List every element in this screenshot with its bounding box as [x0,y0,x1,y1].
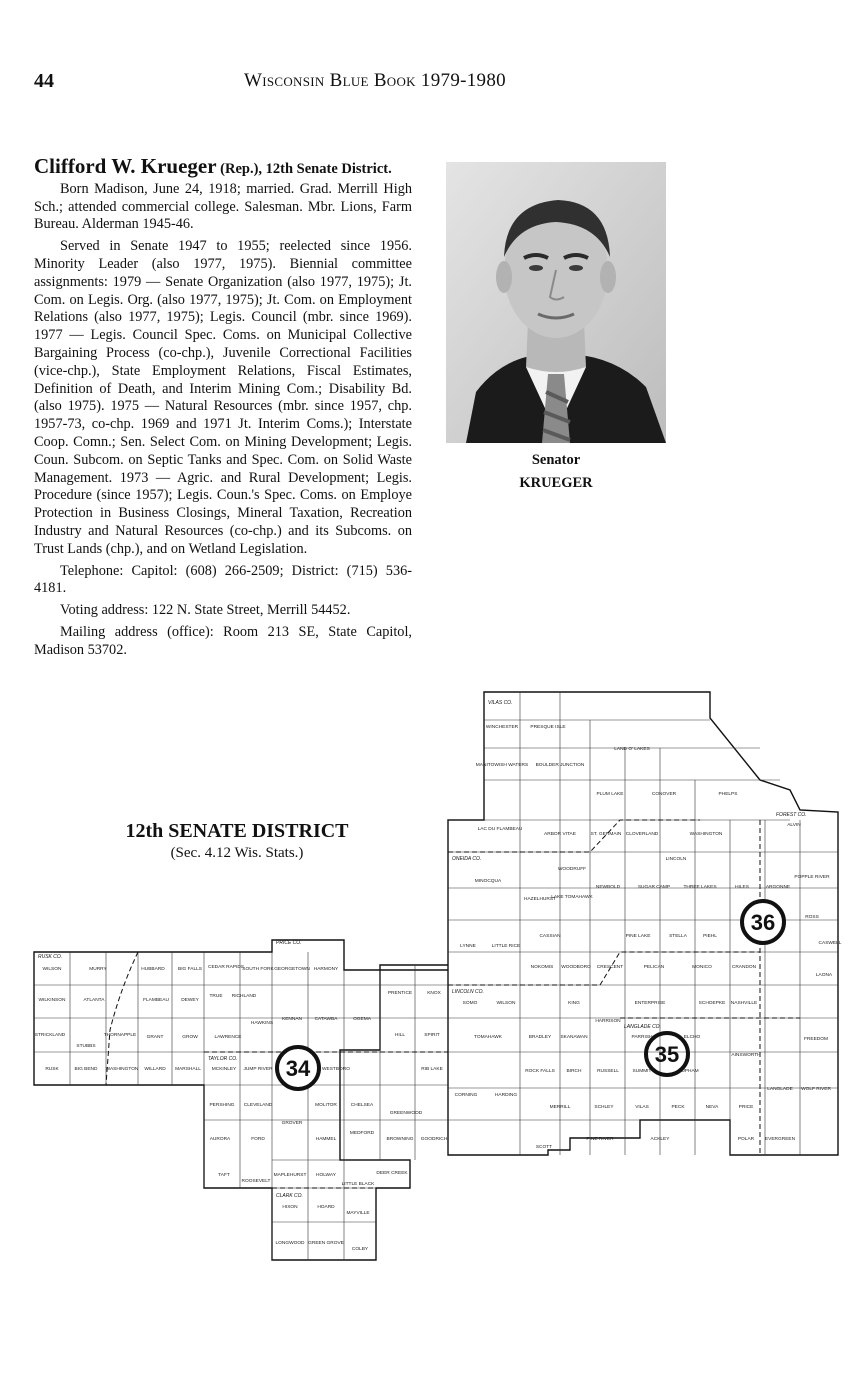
town-label: ARGONNE [765,885,791,890]
town-label: MERRILL [549,1105,571,1110]
town-label: FREEDOM [804,1037,828,1042]
senator-name: Clifford W. Krueger [34,154,217,178]
town-label: MCKINLEY [211,1067,237,1072]
district-36-label: 36 [750,910,776,935]
town-label: PERSHING [209,1103,235,1108]
town-label: WOODBORO [561,965,591,970]
town-label: PLUM LAKE [596,792,624,797]
town-label: FLAMBEAU [143,998,169,1003]
town-label: LITTLE BLACK [341,1182,375,1187]
town-label: HUBBARD [141,967,165,972]
county-boundaries [103,820,800,1188]
county-label: PRICE CO. [276,940,302,946]
town-label: GOODRICH [420,1137,448,1142]
running-head: Wisconsin Blue Book 1979-1980 [244,70,506,91]
town-label: BRADLEY [528,1035,552,1040]
town-label: MOLITOR [315,1103,337,1108]
town-label: RUSSELL [597,1069,619,1074]
county-label: LINCOLN CO. [452,989,484,995]
bio-paragraph-telephone: Telephone: Capitol: (608) 266-2509; District: (715) 536-4181. [34,562,412,597]
town-label: GREEN GROVE [308,1241,344,1246]
town-label: WINCHESTER [485,725,519,730]
town-label: CASSIAN [539,934,561,939]
map-title: 12th SENATE DISTRICT [125,820,349,842]
bio-paragraph-service: Served in Senate 1947 to 1955; reelected since 1956. Minority Leader (also 1977, 1975). Biennial committee assignments: 1979 — Senate Organization (also 1977, 1975); Jt. Com. on Legis. Org. (also 1977, 1975); Jt. Com. on Employment Relations (also 1977, 1975); Legis. Council (mbr. since 1969). 1977 — Legis. Council Spec. Coms. on Municipal Collective Bargaining Process (co-chp.), Juvenile Correctional Facilities (vice-chp.), State Employment Relations, Fiscal Estimates, Definition of Death, and Interim Mining Com.; Disability Bd. (also 1975). 1975 — Natural Resources (mbr. since 1957, chp. 1957-73, co-chp. 1969 and 1971 Jt. Interim Coms.); Interstate Coop. Comn.; Sen. Select Com. on Mining Development; Legis. Coun. Subcom. on Septic Tanks and Spec. Com. on Solid Waste Management. 1973 — Agric. and Rural Development; Legis. Procedure (since 1957); Legis. Coun.'s Spec. Coms. on Employe Protection in Business Closings, Mineral Taxation, Recreation Industry and Natural Resources (co-chp.) and its Subcoms. on Trust Lands (chp.), and on Wetland Legislation. [34,238,412,557]
town-label: CEDAR RAPIDS [208,965,244,970]
town-label: LAWRENCE [214,1035,242,1040]
town-label: ROSS [805,915,819,920]
town-label: THORNAPPLE [103,1033,137,1038]
district-label: , 12th Senate District. [258,161,392,177]
town-label: LONGWOOD [275,1241,305,1246]
town-label: WASHINGTON [689,832,723,837]
town-label: JUMP RIVER [243,1067,273,1072]
district-outline [34,692,838,1260]
town-label: WILSON [496,1001,516,1006]
town-label: AINSWORTH [731,1053,761,1058]
town-label: NEVA [705,1105,719,1110]
town-label: STUBBS [76,1044,96,1049]
town-label: MARSHALL [175,1067,201,1072]
town-label: MINOCQUA [474,879,502,884]
town-label: VILAS [635,1105,649,1110]
town-label: POPPLE RIVER [794,875,830,880]
bio-paragraph-voting-address: Voting address: 122 N. State Street, Merrill 54452. [60,602,351,619]
county-label: RUSK CO. [38,954,63,960]
town-label: HILES [735,885,749,890]
town-label: PINE LAKE [625,934,651,939]
town-label: PRESQUE ISLE [530,725,566,730]
town-label: GRANT [146,1035,164,1040]
county-label: LANGLADE CO. [624,1024,661,1030]
town-label: AURORA [209,1137,231,1142]
photo-caption-title: Senator [531,452,581,468]
town-label: MEDFORD [349,1131,375,1136]
party-affiliation: (Rep.) [220,161,259,177]
town-label: ROCK FALLS [525,1069,555,1074]
town-label: PRENTICE [387,991,413,996]
town-label: BIRCH [566,1069,582,1074]
town-label: LAKE TOMAHAWK [551,895,593,900]
town-label: MAYVILLE [346,1211,370,1216]
town-label: MONICO [692,965,712,970]
town-label: TOMAHAWK [474,1035,502,1040]
town-label: STELLA [669,934,687,939]
district-markers [277,901,784,1089]
town-label: HIXON [282,1205,298,1210]
town-label: PIEHL [703,934,717,939]
town-label: LYNNE [460,944,476,949]
town-label: PELICAN [643,965,665,970]
town-label: SCOTT [535,1145,553,1150]
town-label: CASWELL [818,941,842,946]
town-label: BIG FALLS [178,967,202,972]
town-label: POLAR [737,1137,755,1142]
town-label: EVERGREEN [764,1137,796,1142]
town-label: PARRISH [631,1035,653,1040]
bio-paragraph-mailing-address: Mailing address (office): Room 213 SE, State Capitol, Madison 53702. [34,623,412,658]
town-label: PRICE [738,1105,754,1110]
town-label: LAND O' LAKES [614,747,650,752]
town-label: HAWKINS [250,1021,274,1026]
town-label: CONOVER [651,792,677,797]
town-label: GROVER [281,1121,303,1126]
town-label: MANITOWISH WATERS [475,763,529,768]
town-label: DEER CREEK [376,1171,408,1176]
town-label: WOODRUFF [557,867,587,872]
town-label: GROW [182,1035,198,1040]
town-label: HILL [394,1033,406,1038]
town-labels [35,724,842,1252]
town-label: LAONA [815,973,833,978]
town-label: LANGLADE [767,1087,793,1092]
town-label: NOKOMIS [530,965,554,970]
town-label: WILLARD [144,1067,166,1072]
town-label: COLBY [351,1247,369,1252]
town-label: WOLF RIVER [801,1087,831,1092]
county-label: TAYLOR CO. [208,1056,238,1062]
town-label: PECK [671,1105,685,1110]
bio-paragraph-personal: Born Madison, June 24, 1918; married. Grad. Merrill High Sch.; attended commercial college. Salesman. Mbr. Lions, Farm Bureau. Alderman 1945-46. [34,180,412,233]
town-label: HAMMEL [315,1137,337,1142]
town-label: ROOSEVELT [241,1179,271,1184]
town-label: HARRISON [595,1019,621,1024]
town-label: RUSK [45,1067,59,1072]
town-label: HOLWAY [316,1173,336,1178]
county-labels [38,700,807,1199]
town-label: LINCOLN [665,857,687,862]
county-label: CLARK CO. [276,1193,303,1199]
town-label: BIG BEND [74,1067,98,1072]
town-label: MAPLEHURST [273,1173,307,1178]
town-label: ENTERPRISE [634,1001,666,1006]
town-label: TRUE [209,994,223,999]
town-label: KENNAN [282,1017,302,1022]
town-label: CATAWBA [314,1017,338,1022]
town-label: OGEMA [353,1017,371,1022]
town-label: SUMMIT [632,1069,652,1074]
town-label: WILSON [42,967,62,972]
town-label: ST. GERMAIN [590,832,622,837]
town-label: CHELSEA [350,1103,374,1108]
town-label: ELCHO [683,1035,701,1040]
town-label: NASHVILLE [730,1001,758,1006]
town-label: CORNING [454,1093,478,1098]
township-grid [34,692,838,1260]
town-label: HARDING [494,1093,518,1098]
town-label: HAZELHURST [524,897,556,902]
town-label: SUGAR CAMP [637,885,671,890]
town-label: HARMONY [313,967,339,972]
town-label: CLOVERLAND [625,832,659,837]
town-label: UPHAM [681,1069,699,1074]
town-label: WESTBORO [322,1067,350,1072]
town-label: BOULDER JUNCTION [535,763,585,768]
town-label: SCHOEPKE [698,1001,726,1006]
map-subtitle: (Sec. 4.12 Wis. Stats.) [170,845,304,861]
page-number: 44 [34,70,54,92]
town-label: THREE LAKES [683,885,717,890]
town-label: BROWNING [386,1137,414,1142]
town-label: MURRY [89,967,107,972]
town-label: SCHLEY [594,1105,614,1110]
town-label: ACKLEY [650,1137,670,1142]
town-label: CRESCENT [596,965,624,970]
town-label: CLEVELAND [243,1103,273,1108]
town-label: PHELPS [718,792,738,797]
district-35-label: 35 [654,1042,680,1067]
town-label: HOARD [317,1205,335,1210]
town-label: DEWEY [181,998,199,1003]
town-label: RIB LAKE [421,1067,443,1072]
county-label: FOREST CO. [776,812,807,818]
town-label: ATLANTA [83,998,105,1003]
town-label: ARBOR VITAE [544,832,576,837]
town-label: SPIRIT [424,1033,440,1038]
town-label: FORD [251,1137,265,1142]
town-label: ALVIN [787,823,801,828]
town-label: LAC DU FLAMBEAU [477,827,523,832]
town-label: KING [568,1001,580,1006]
county-label: ONEIDA CO. [452,856,482,862]
town-label: RICHLAND [231,994,257,999]
town-label: SKANAWAN [560,1035,588,1040]
town-label: GEORGETOWN [274,967,310,972]
town-label: NEWBOLD [595,885,621,890]
town-label: WILKINSON [38,998,66,1003]
town-label: LITTLE RICE [491,944,521,949]
town-label: SOMO [462,1001,478,1006]
town-label: GREENWOOD [389,1111,423,1116]
town-label: TAFT [218,1173,230,1178]
town-label: CRANDON [731,965,757,970]
town-label: PINE RIVER [586,1137,614,1142]
photo-caption-name: KRUEGER [519,475,593,491]
town-label: STRICKLAND [34,1033,66,1038]
town-label: WASHINGTON [105,1067,139,1072]
county-label: VILAS CO. [488,700,513,706]
town-label: KNOX [427,991,441,996]
town-label: SOUTH FORK [242,967,274,972]
district-34-label: 34 [285,1056,311,1081]
